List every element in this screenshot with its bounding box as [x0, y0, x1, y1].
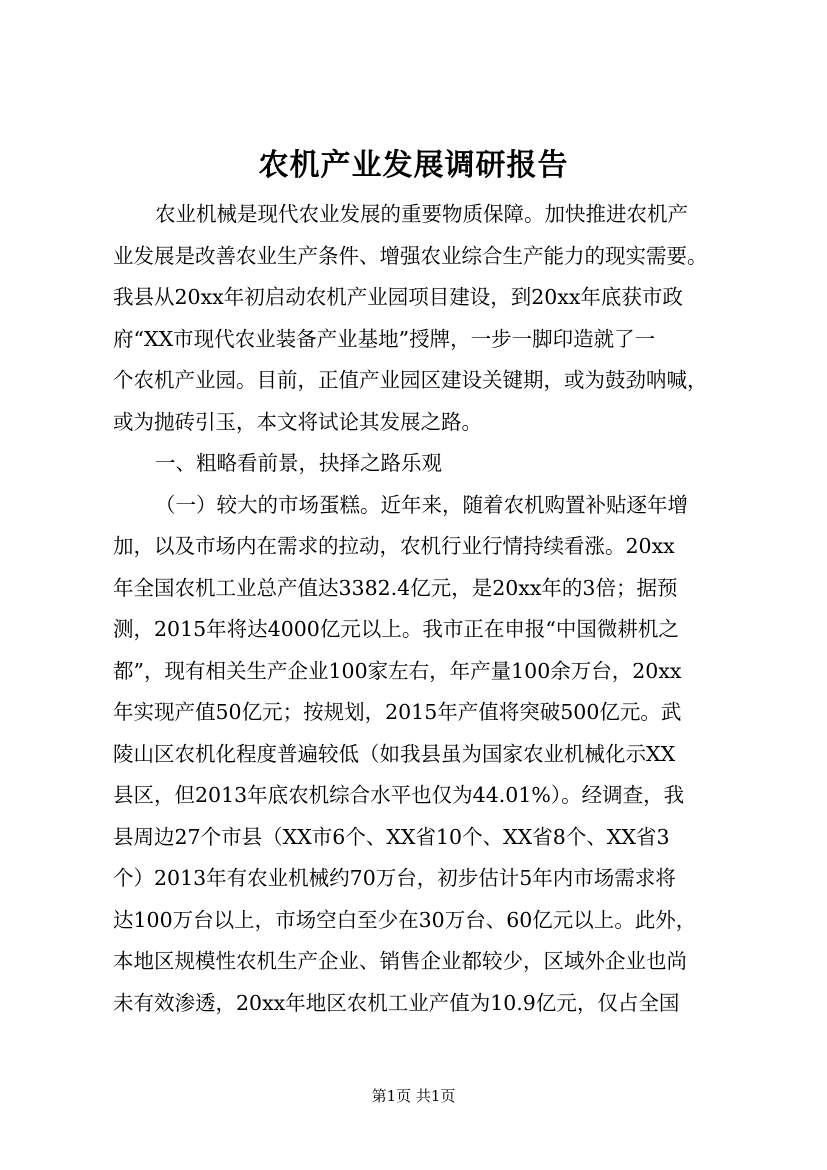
body-line: 我县从20xx年初启动农机产业园项目建设，到20xx年底获市政	[113, 285, 683, 309]
body-line: 测，2015年将达4000亿元以上。我市正在申报“中国微耕机之	[113, 617, 679, 641]
document-title: 农机产业发展调研报告	[258, 148, 569, 183]
body-line: 年实现产值50亿元；按规划，2015年产值将突破500亿元。武	[113, 700, 682, 724]
body-line: 加，以及市场内在需求的拉动，农机行业行情持续看涨。20xx	[113, 534, 675, 558]
body-line: 年全国农机工业总产值达3382.4亿元，是20xx年的3倍；据预	[113, 575, 678, 600]
body-line: 未有效渗透，20xx年地区农机工业产值为10.9亿元，仅占全国	[113, 990, 680, 1015]
body-line: 县周边27个市县（XX市6个、XX省10个、XX省8个、XX省3	[113, 824, 670, 849]
body-line: 个）2013年有农业机械约70万台，初步估计5年内市场需求将	[113, 866, 676, 890]
body-line: 个农机产业园。目前，正值产业园区建设关键期，或为鼓劲呐喊，	[113, 368, 708, 392]
body-line: （一）较大的市场蛋糕。近年来，随着农机购置补贴逐年增	[155, 492, 688, 517]
body-line: 或为抛砖引玉，本文将试论其发展之路。	[113, 409, 482, 434]
body-line: 府“XX市现代农业装备产业基地”授牌，一步一脚印造就了一	[113, 326, 656, 351]
body-line: 陵山区农机化程度普遍较低（如我县虽为国家农业机械化示XX	[113, 741, 676, 766]
body-line: 业发展是改善农业生产条件、增强农业综合生产能力的现实需要。	[113, 243, 708, 268]
body-line: 达100万台以上，市场空白至少在30万台、60亿元以上。此外，	[113, 907, 697, 932]
body-line: 都”，现有相关生产企业100家左右，年产量100余万台，20xx	[113, 658, 682, 683]
document-body	[113, 194, 728, 1024]
body-line: 农业机械是现代农业发展的重要物质保障。加快推进农机产	[155, 202, 688, 226]
body-line: 县区，但2013年底农机综合水平也仅为44.01%）。经调查，我	[113, 783, 685, 807]
body-line: 本地区规模性农机生产企业、销售企业都较少，区域外企业也尚	[113, 949, 687, 973]
section-heading: 一、粗略看前景，抉择之路乐观	[155, 451, 442, 475]
page-number: 第1页 共1页	[371, 1087, 456, 1105]
